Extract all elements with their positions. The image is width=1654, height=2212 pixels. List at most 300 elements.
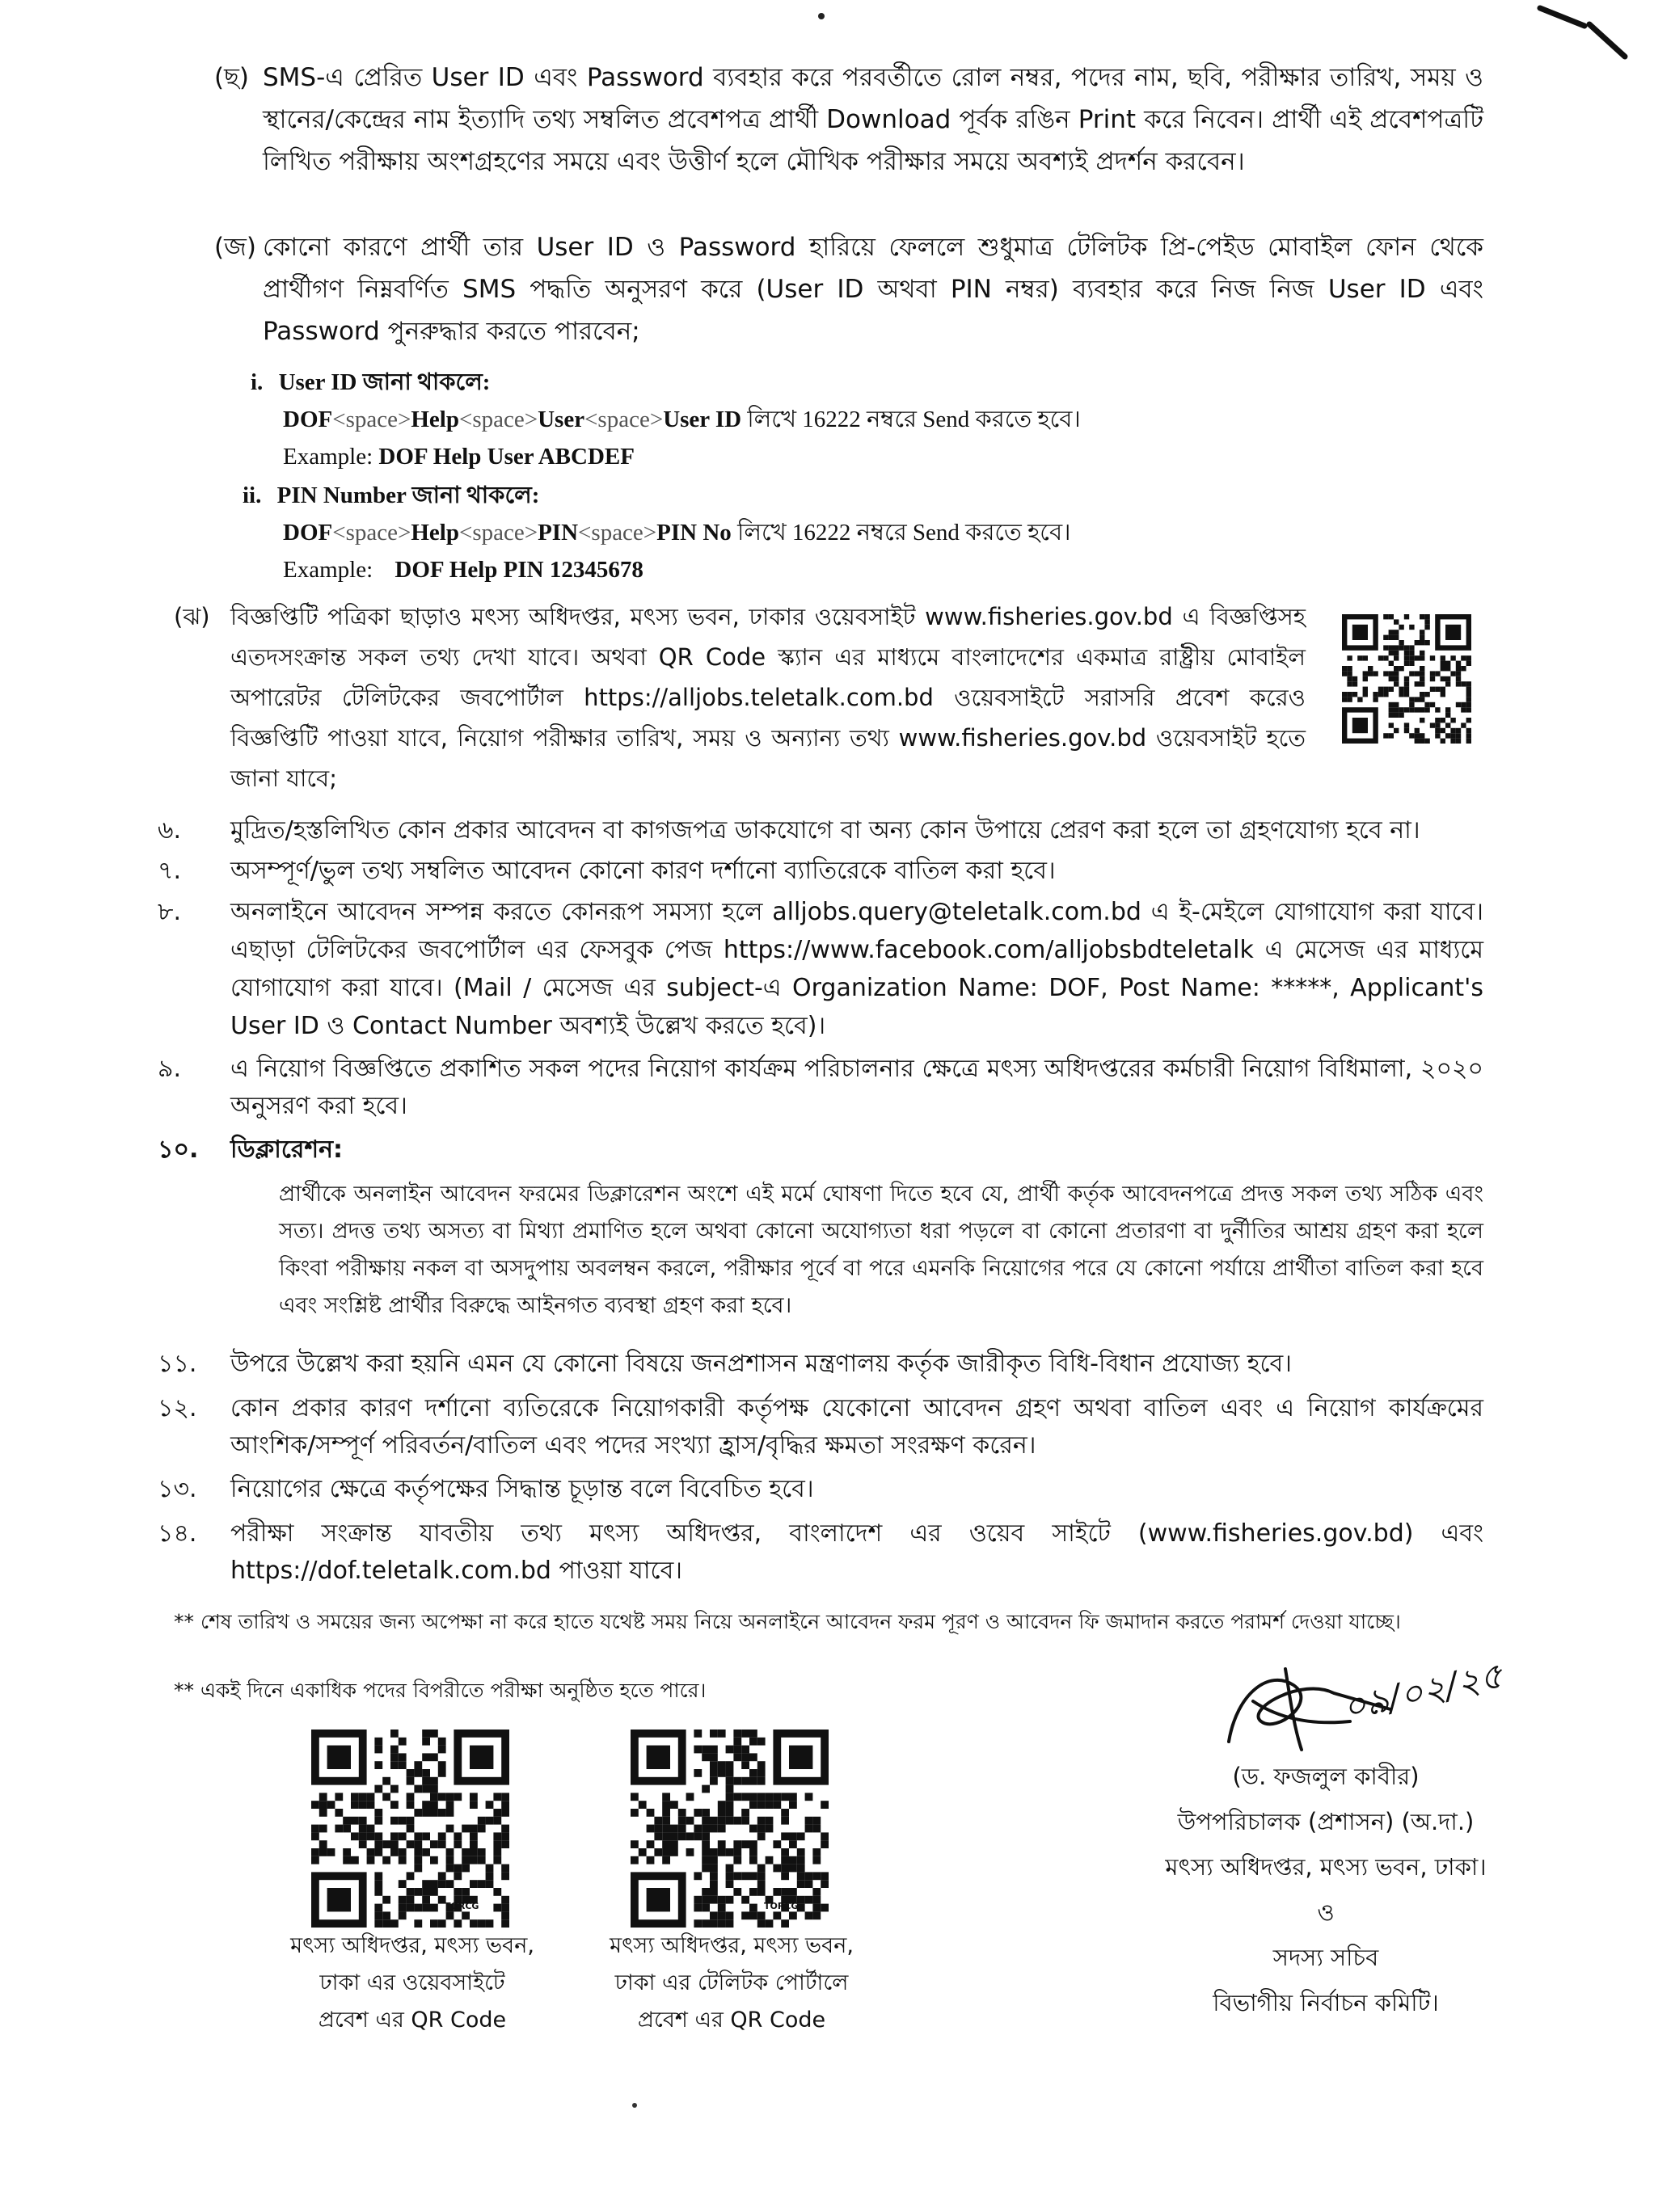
qr-module <box>1435 718 1440 723</box>
qr-module <box>359 1825 367 1833</box>
qr-module <box>726 1817 734 1825</box>
qr-module <box>374 1880 382 1888</box>
qr-module <box>335 1809 343 1817</box>
qr-module <box>812 1825 821 1833</box>
qr-module <box>407 1904 415 1912</box>
qr-module <box>399 1856 407 1864</box>
qr-module <box>694 1919 702 1928</box>
qr-module <box>1435 687 1440 692</box>
qr-module <box>399 1761 407 1769</box>
qr-module <box>327 1848 335 1856</box>
qr-module <box>430 1856 438 1864</box>
qr-finder-square <box>327 1746 351 1769</box>
qr-module <box>662 1840 670 1848</box>
qr-module <box>757 1793 766 1801</box>
qr-module <box>694 1904 702 1912</box>
qr-module <box>670 1848 678 1856</box>
space-token: <space> <box>578 520 657 546</box>
qr-module <box>694 1769 702 1777</box>
qr-module <box>1466 681 1471 686</box>
qr-module <box>390 1832 399 1840</box>
space-token: <space> <box>332 520 411 546</box>
qr-module <box>710 1753 718 1761</box>
qr-module <box>741 1777 749 1785</box>
qr-module <box>812 1848 821 1856</box>
qr-module <box>1389 645 1394 650</box>
sms-instruction: লিখে 16222 নম্বরে Send করতে হবে। <box>737 520 1071 546</box>
qr-module <box>1368 671 1373 676</box>
qr-module <box>1404 614 1409 619</box>
qr-module <box>1357 697 1362 702</box>
list-item <box>158 1346 1483 1383</box>
list-number: ১৪. <box>158 1519 197 1548</box>
qr-module <box>662 1825 670 1833</box>
qr-module <box>1347 655 1352 660</box>
qr-module <box>446 1880 454 1888</box>
qr-module <box>470 1880 478 1888</box>
sms-keyword: Help <box>411 520 459 546</box>
qr-module <box>710 1888 718 1896</box>
qr-module <box>1415 655 1420 660</box>
qr-module <box>726 1919 734 1928</box>
qr-module <box>1389 671 1394 676</box>
qr-module <box>1373 692 1378 697</box>
signatory-and: ও <box>1317 1898 1335 1926</box>
qr-module <box>1466 733 1471 738</box>
qr-module <box>1347 671 1352 676</box>
qr-module <box>1399 666 1403 671</box>
qr-module <box>1461 702 1466 707</box>
qr-module <box>438 1746 446 1754</box>
list-item <box>158 1051 1483 1125</box>
qr-module <box>670 1832 678 1840</box>
note-deadline: ** শেষ তারিখ ও সময়ের জন্য অপেক্ষা না করে হাতে যথেষ্ট সময় নিয়ে অনলাইনে আবেদন ফরম পূরণ ও আবেদন ফি জমাদান করতে পরামর্শ দেওয়া যাচ্ছে। <box>174 1610 1401 1633</box>
qr-module <box>1420 681 1424 686</box>
qr-module <box>399 1880 407 1888</box>
qr-module <box>1347 676 1352 681</box>
qr-module <box>662 1817 670 1825</box>
qr-module <box>741 1793 749 1801</box>
qr-module <box>374 1911 382 1919</box>
qr-module <box>686 1817 694 1825</box>
qr-module <box>501 1825 509 1833</box>
qr-module <box>399 1738 407 1746</box>
qr-module <box>749 1888 757 1896</box>
qr-module <box>319 1801 327 1809</box>
qr-module <box>1409 651 1414 655</box>
qr-module <box>1347 692 1352 697</box>
qr-module <box>1394 630 1399 634</box>
qr-module <box>710 1848 718 1856</box>
qr-module <box>726 1785 734 1793</box>
qr-module <box>1404 676 1409 681</box>
qr-module <box>718 1817 726 1825</box>
qr-module <box>399 1817 407 1825</box>
qr-module <box>399 1832 407 1840</box>
qr-module <box>812 1904 821 1912</box>
qr-module <box>749 1911 757 1919</box>
list-item <box>158 893 1483 1045</box>
scan-speck-mark <box>631 2101 640 2111</box>
qr-module <box>1404 728 1409 733</box>
qr-module <box>821 1801 829 1809</box>
qr-brand-label: TORCG <box>764 1901 799 1911</box>
qr-module <box>1461 655 1466 660</box>
example-value: DOF Help PIN 12345678 <box>395 557 643 583</box>
qr-module <box>382 1777 390 1785</box>
qr-module <box>694 1746 702 1754</box>
qr-module <box>390 1746 399 1754</box>
qr-module <box>390 1919 399 1928</box>
qr-module <box>694 1730 702 1738</box>
qr-module <box>1389 635 1394 640</box>
qr-module <box>694 1832 702 1840</box>
qr-module <box>486 1880 494 1888</box>
qr-module <box>319 1793 327 1801</box>
qr-module <box>430 1777 438 1785</box>
qr-module <box>639 1801 647 1809</box>
qr-module <box>678 1817 686 1825</box>
qr-module <box>741 1840 749 1848</box>
list-number: ১০. <box>158 1135 199 1164</box>
qr-module <box>1347 697 1352 702</box>
qr-module <box>741 1911 749 1919</box>
qr-module <box>1420 707 1424 712</box>
qr-module <box>438 1832 446 1840</box>
qr-module <box>374 1832 382 1840</box>
qr-module <box>733 1793 741 1801</box>
qr-module <box>1441 687 1445 692</box>
qr-module <box>733 1888 741 1896</box>
qr-module <box>374 1840 382 1848</box>
qr-module <box>367 1856 375 1864</box>
qr-module <box>726 1769 734 1777</box>
paragraph-label: (ঝ) <box>174 603 210 630</box>
qr-module <box>702 1785 710 1793</box>
qr-module <box>702 1896 710 1904</box>
qr-module <box>670 1840 678 1848</box>
qr-module <box>1389 614 1394 619</box>
paragraph-text: বিজ্ঞপ্তিটি পত্রিকা ছাড়াও মৎস্য অধিদপ্তর, মৎস্য ভবন, ঢাকার ওয়েবসাইট www.fisheries.gov.bd এ বিজ্ঞপ্তিসহ এতদসংক্রান্ত সকল তথ্য দেখা যাবে। অথবা QR Code স্ক্যান এর মাধ্যমে বাংলাদেশের একমাত্র রাষ্ট্রীয় মোবাইল অপারেটর টেলিটকের জবপোর্টাল https://alljobs.teletalk.com.bd ওয়েবসাইটে সরাসরি প্রবেশ করেও বিজ্ঞপ্তিটি পাওয়া যাবে, নিয়োগ পরীক্ষার তারিখ, সময় ও অন্যান্য তথ্য www.fisheries.gov.bd ওয়েবসাইট হতে জানা যাবে; <box>230 603 1306 792</box>
qr-module <box>486 1872 494 1880</box>
qr-module <box>374 1817 382 1825</box>
qr-module <box>1389 723 1394 727</box>
qr-module <box>493 1817 501 1825</box>
qr-module <box>1394 713 1399 718</box>
qr-module <box>797 1832 805 1840</box>
qr-module <box>430 1840 438 1848</box>
paragraph-text: SMS-এ প্রেরিত User ID এবং Password ব্যবহার করে পরবর্তীতে রোল নম্বর, পদের নাম, ছবি, পরীক্ষার তারিখ, সময় ও স্থানের/কেন্দ্রের নাম ইত্যাদি তথ্য সম্বলিত প্রবেশপত্র প্রার্থী Download পূর্বক রঙিন Print করে নিবেন। প্রার্থী এই প্রবেশপত্রটি লিখিত পরীক্ষায় অংশগ্রহণের সময়ে এবং উত্তীর্ণ হলে মৌখিক পরীক্ষার সময়ে অবশ্যই প্রদর্শন করবেন। <box>263 63 1483 176</box>
qr-module <box>702 1848 710 1856</box>
qr-module <box>382 1840 390 1848</box>
qr-module <box>1466 687 1471 692</box>
qr-module <box>382 1919 390 1928</box>
qr-module <box>1420 671 1424 676</box>
qr-module <box>422 1801 430 1809</box>
qr-module <box>438 1793 446 1801</box>
qr-module <box>390 1761 399 1769</box>
qr-module <box>1456 728 1461 733</box>
qr-module <box>1404 655 1409 660</box>
qr-module <box>1352 681 1357 686</box>
qr-module <box>493 1793 501 1801</box>
qr-module <box>797 1864 805 1873</box>
qr-module <box>1404 692 1409 697</box>
qr-module <box>1394 655 1399 660</box>
qr-module <box>390 1840 399 1848</box>
qr-module <box>733 1738 741 1746</box>
qr-module <box>773 1888 781 1896</box>
qr-module <box>1409 661 1414 666</box>
qr-module <box>407 1840 415 1848</box>
qr-module <box>446 1911 454 1919</box>
qr-module <box>686 1832 694 1840</box>
qr-module <box>757 1872 766 1880</box>
qr-module <box>654 1825 662 1833</box>
qr-module <box>478 1856 486 1864</box>
qr-module <box>1383 635 1388 640</box>
qr-module <box>1409 733 1414 738</box>
qr-module <box>407 1777 415 1785</box>
qr-module <box>1420 635 1424 640</box>
qr-module <box>486 1801 494 1809</box>
qr-module <box>1383 645 1388 650</box>
qr-module <box>470 1793 478 1801</box>
space-token: <space> <box>458 520 538 546</box>
qr-module <box>1456 681 1461 686</box>
list-text: নিয়োগের ক্ষেত্রে কর্তৃপক্ষের সিদ্ধান্ত চূড়ান্ত বলে বিবেচিত হবে। <box>230 1475 814 1503</box>
qr-module <box>1399 707 1403 712</box>
qr-module <box>1430 702 1435 707</box>
qr-module <box>773 1801 781 1809</box>
qr-module <box>654 1817 662 1825</box>
qr-module <box>1420 614 1424 619</box>
qr-module <box>501 1809 509 1817</box>
scan-pen-mark <box>1536 0 1633 73</box>
qr-module <box>1466 739 1471 744</box>
qr-module <box>1424 707 1429 712</box>
qr-module <box>1389 733 1394 738</box>
qr-module <box>789 1840 797 1848</box>
list-text: প্রার্থীকে অনলাইন আবেদন ফরমের ডিক্লারেশন অংশে এই মর্মে ঘোষণা দিতে হবে যে, প্রার্থী কর্তৃক আবেদনপত্রে প্রদত্ত সকল তথ্য সঠিক এবং সত্য। প্রদত্ত তথ্য অসত্য বা মিথ্যা প্রমাণিত হলে অথবা কোনো অযোগ্যতা ধরা পড়লে বা কোনো প্রতারণা বা দুর্নীতির আশ্রয় গ্রহণ করা হলে কিংবা পরীক্ষায় নকল বা অসদুপায় অবলম্বন করলে, পরীক্ষার পূর্বে বা পরে এমনকি নিয়োগের পরে যে কোনো পর্যায়ে প্রার্থীতা বাতিল করা হবে এবং সংশ্লিষ্ট প্রার্থীর বিরুদ্ধে আইনগত ব্যবস্থা গ্রহণ করা হবে। <box>279 1182 1483 1318</box>
qr-module <box>789 1801 797 1809</box>
qr-caption-line: মৎস্য অধিদপ্তর, মৎস্য ভবন, <box>610 1933 854 1958</box>
qr-module <box>462 1848 470 1856</box>
qr-module <box>359 1817 367 1825</box>
qr-module <box>789 1856 797 1864</box>
qr-module <box>749 1730 757 1738</box>
qr-module <box>741 1746 749 1754</box>
qr-module <box>399 1904 407 1912</box>
qr-module <box>1424 619 1429 624</box>
scan-speck-mark <box>816 11 828 23</box>
qr-module <box>430 1753 438 1761</box>
qr-module <box>1404 687 1409 692</box>
qr-module <box>1420 640 1424 645</box>
qr-caption-line: মৎস্য অধিদপ্তর, মৎস্য ভবন, <box>290 1933 534 1958</box>
space-token: <space> <box>332 407 411 432</box>
qr-module <box>493 1856 501 1864</box>
qr-module <box>718 1761 726 1769</box>
qr-module <box>821 1872 829 1880</box>
paragraph-text: কোনো কারণে প্রার্থী তার User ID ও Password হারিয়ে ফেললে শুধুমাত্র টেলিটক প্রি-পেইড মোবাইল ফোন থেকে প্রার্থীগণ নিম্নবর্ণিত SMS পদ্ধতি অনুসরণ করে (User ID অথবা PIN নম্বর) ব্যবহার করে নিজ নিজ User ID এবং Password পুনরুদ্ধার করতে পারবেন; <box>263 233 1483 346</box>
qr-module <box>486 1864 494 1873</box>
qr-module <box>1389 702 1394 707</box>
sms-keyword: Help <box>411 407 459 432</box>
qr-module <box>812 1817 821 1825</box>
qr-module <box>319 1825 327 1833</box>
qr-module <box>1424 702 1429 707</box>
qr-module <box>1445 676 1450 681</box>
qr-module <box>374 1848 382 1856</box>
qr-module <box>647 1825 655 1833</box>
qr-module <box>407 1896 415 1904</box>
qr-module <box>335 1825 343 1833</box>
qr-module <box>462 1856 470 1864</box>
qr-module <box>1394 619 1399 624</box>
qr-module <box>422 1777 430 1785</box>
qr-module <box>694 1896 702 1904</box>
qr-module <box>470 1919 478 1928</box>
qr-module <box>702 1746 710 1754</box>
qr-module <box>493 1904 501 1912</box>
qr-module <box>781 1919 789 1928</box>
paragraph-label: (ছ) <box>214 63 249 92</box>
qr-module <box>486 1919 494 1928</box>
qr-module <box>501 1904 509 1912</box>
qr-module <box>1389 707 1394 712</box>
qr-module <box>1420 718 1424 723</box>
qr-module <box>631 1793 639 1801</box>
qr-module <box>1456 739 1461 744</box>
qr-module <box>726 1801 734 1809</box>
list-number: ৮. <box>158 898 182 926</box>
qr-module <box>1404 651 1409 655</box>
qr-module <box>749 1840 757 1848</box>
qr-module <box>422 1769 430 1777</box>
qr-module <box>1420 630 1424 634</box>
qr-module <box>710 1769 718 1777</box>
qr-module <box>446 1801 454 1809</box>
qr-module <box>414 1809 422 1817</box>
qr-module <box>797 1848 805 1856</box>
qr-module <box>631 1840 639 1848</box>
qr-module <box>493 1840 501 1848</box>
qr-module <box>382 1793 390 1801</box>
qr-module <box>726 1896 734 1904</box>
qr-module <box>501 1872 509 1880</box>
space-token: <space> <box>584 407 664 432</box>
qr-module <box>1378 655 1383 660</box>
qr-module <box>501 1911 509 1919</box>
qr-module <box>631 1809 639 1817</box>
qr-module <box>686 1793 694 1801</box>
qr-module <box>1415 697 1420 702</box>
paragraph-chha <box>174 57 1483 183</box>
qr-module <box>1415 733 1420 738</box>
qr-module <box>702 1864 710 1873</box>
qr-module <box>422 1809 430 1817</box>
qr-module <box>1347 681 1352 686</box>
qr-module <box>1383 687 1388 692</box>
qr-module <box>1445 661 1450 666</box>
sms-keyword: DOF <box>283 520 333 546</box>
qr-module <box>470 1832 478 1840</box>
space-token: <space> <box>458 407 538 432</box>
sms-item-pin <box>243 477 1455 588</box>
qr-module <box>1415 739 1420 744</box>
qr-module <box>718 1730 726 1738</box>
qr-module <box>414 1848 422 1856</box>
qr-module <box>710 1817 718 1825</box>
qr-module <box>749 1793 757 1801</box>
qr-module <box>678 1832 686 1840</box>
qr-module <box>374 1746 382 1754</box>
qr-module <box>374 1919 382 1928</box>
qr-module <box>422 1848 430 1856</box>
qr-module <box>766 1793 774 1801</box>
qr-module <box>821 1904 829 1912</box>
qr-module <box>390 1817 399 1825</box>
qr-module <box>1404 645 1409 650</box>
qr-module <box>430 1730 438 1738</box>
qr-module <box>733 1777 741 1785</box>
qr-module <box>446 1856 454 1864</box>
qr-module <box>821 1880 829 1888</box>
qr-module <box>1342 692 1347 697</box>
signatory-committee: বিভাগীয় নির্বাচন কমিটি। <box>1213 1989 1439 2016</box>
qr-caption-line: ঢাকা এর ওয়েবসাইটে <box>319 1970 505 1995</box>
qr-caption <box>578 1928 885 2039</box>
qr-module <box>812 1872 821 1880</box>
qr-module <box>493 1832 501 1840</box>
qr-module <box>1466 655 1471 660</box>
qr-module <box>1378 687 1383 692</box>
qr-module <box>733 1746 741 1754</box>
qr-module <box>718 1825 726 1833</box>
qr-module <box>757 1864 766 1873</box>
qr-module <box>702 1856 710 1864</box>
qr-module <box>367 1793 375 1801</box>
list-item <box>158 1131 1483 1169</box>
qr-finder-square <box>1352 718 1368 733</box>
signatory-block <box>1099 1754 1552 2025</box>
qr-module <box>733 1856 741 1864</box>
qr-module <box>1420 697 1424 702</box>
qr-module <box>1441 728 1445 733</box>
qr-module <box>1352 676 1357 681</box>
qr-module <box>1435 723 1440 727</box>
signatory-office: মৎস্য অধিদপ্তর, মৎস্য ভবন, ঢাকা। <box>1165 1853 1487 1881</box>
qr-module <box>462 1825 470 1833</box>
qr-module <box>718 1840 726 1848</box>
qr-module <box>390 1753 399 1761</box>
qr-module <box>422 1753 430 1761</box>
qr-module <box>749 1777 757 1785</box>
qr-module <box>757 1769 766 1777</box>
qr-module <box>1435 733 1440 738</box>
qr-module <box>789 1888 797 1896</box>
qr-module <box>1466 718 1471 723</box>
qr-module <box>454 1864 462 1873</box>
qr-module <box>1466 728 1471 733</box>
qr-module <box>438 1880 446 1888</box>
qr-module <box>1409 671 1414 676</box>
qr-module <box>1404 723 1409 727</box>
qr-module <box>422 1730 430 1738</box>
qr-module <box>647 1840 655 1848</box>
qr-module <box>1456 671 1461 676</box>
